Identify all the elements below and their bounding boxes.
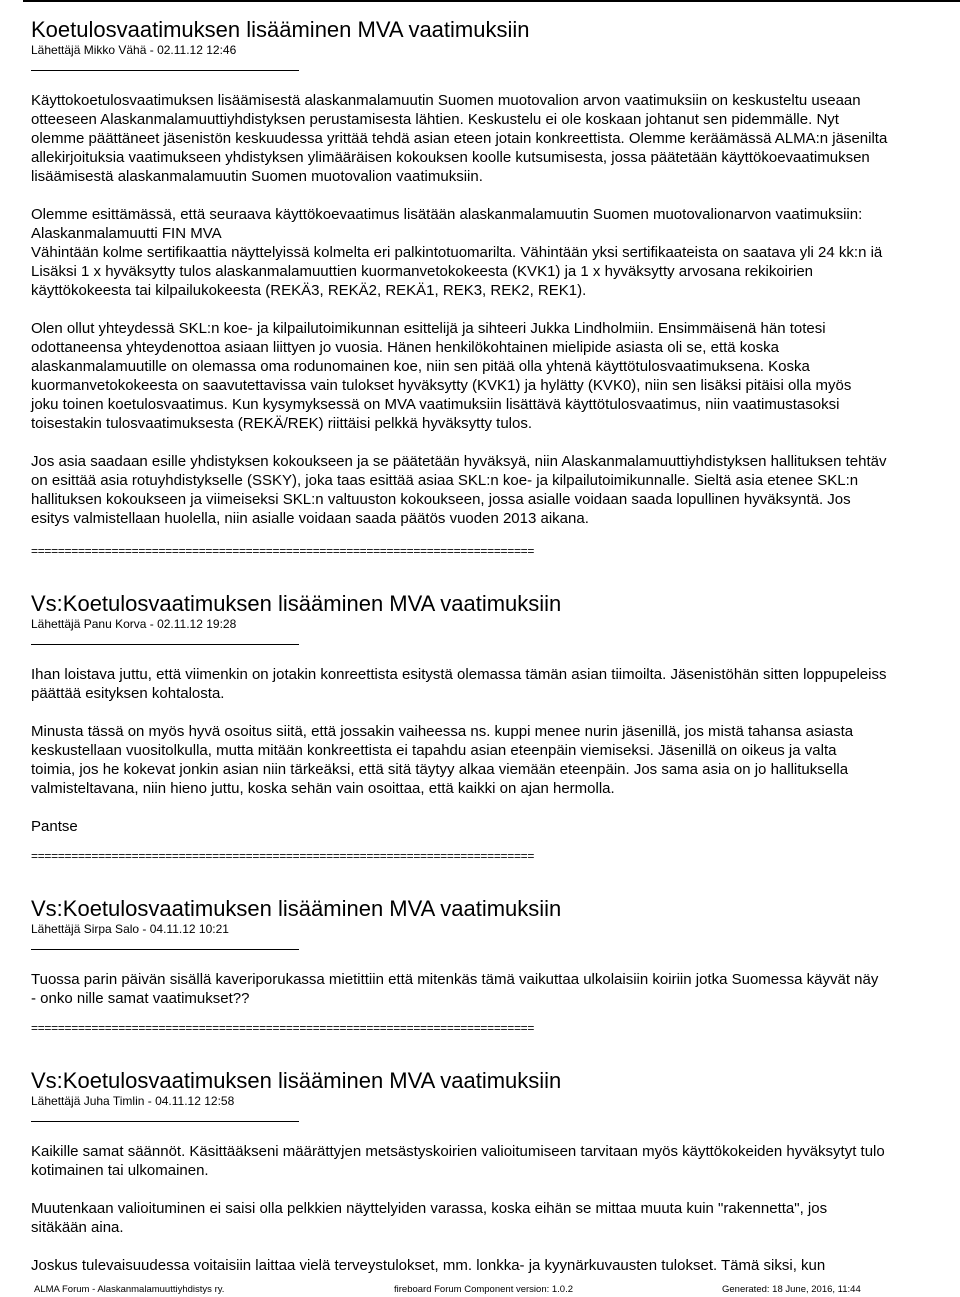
post-author-date: Lähettäjä Mikko Vähä - 02.11.12 12:46 — [31, 43, 237, 57]
body-line: Vähintään kolme sertifikaattia näyttelyissä kolmelta eri palkintotuomarilta. Vähintään yksi sertifikaateista on saatava yli 24 kk:n iä — [31, 244, 883, 261]
body-line: Joskus tulevaisuudessa voitaisiin laittaa vielä terveystulokset, mm. lonkka- ja kyynärkuvausten tulokset. Tämä siksi, kun — [31, 1257, 826, 1274]
body-line: Ihan loistava juttu, että viimenkin on jotakin konreettista esitystä olemassa tämän asian tiimoilta. Jäsenistöhän sitten loppupeleiss — [31, 666, 887, 683]
body-line: päättää esityksen kohtalosta. — [31, 685, 225, 702]
body-line: käyttökokeesta tai kilpailukokeesta (REKÄ3, REKÄ2, REKÄ1, REK3, REK2, REK1). — [31, 282, 587, 299]
body-line: Käyttokoetulosvaatimuksen lisäämisestä alaskanmalamuutin Suomen muotovalion arvon vaatimuksiin on keskusteltu useaan — [31, 92, 861, 109]
body-line: alaskanmalamuutille on olemassa oma rodunomainen koe, niin sen pitää olla yhtenä käyttötulosvaatimuksena. Koska — [31, 358, 810, 375]
meta-divider — [31, 644, 299, 645]
forum-post — [31, 895, 960, 1035]
body-line: odottaneensa yhteydenottoa asiaan liittyen jo vuosia. Hänen henkilökohtainen mielipide asiasta oli se, että koska — [31, 339, 779, 356]
body-line: toimia, jos he kokevat jonkin asian niin tärkeäksi, että sitä täytyy alkaa viemään eteenpäin. Jos sama asia on jo hallituksella — [31, 761, 849, 778]
body-line: kotimainen tai ulkomainen. — [31, 1162, 209, 1179]
post-title: Vs:Koetulosvaatimuksen lisääminen MVA vaatimuksiin — [31, 591, 562, 616]
post-body — [31, 665, 960, 836]
body-line: - onko nille samat vaatimukset?? — [31, 990, 250, 1007]
post-separator: =========================================================================== — [31, 544, 535, 558]
body-line: Lisäksi 1 x hyväksytty tulos alaskanmalamuuttien kuormanvetokokeesta (KVK1) ja 1 x hyväksytty arvosana rekikoirien — [31, 263, 814, 280]
body-line: Muutenkaan valioituminen ei saisi olla pelkkien näyttelyiden varassa, koska eihän se mittaa muuta kuin "rakennetta", jos — [31, 1200, 828, 1217]
body-line: sitäkään aina. — [31, 1219, 124, 1236]
meta-divider — [31, 70, 299, 71]
footer-site-name: ALMA Forum - Alaskanmalamuuttiyhdistys ry. — [34, 1284, 225, 1295]
forum-thread — [31, 16, 960, 1275]
post-body — [31, 1142, 960, 1275]
body-line: joku toinen koetulosvaatimus. Kun kysymyksessä on MVA vaatimuksiin lisättävä käyttötulosvaatimus, niin vaatimustasoksi — [31, 396, 840, 413]
body-line: allekirjoituksia vaatimukseen yhdistyksen ylimääräisen kokouksen koolle kutsumisesta, jossa päätetään käyttökoevaatimuksen — [31, 149, 870, 166]
body-line: kuormanvetokokeesta on saavutettavissa vain tulokset hyväksytty (KVK1) ja hylätty (KVK0), niin sen lisäksi pitäisi olla myös — [31, 377, 852, 394]
body-line: Olen ollut yhteydessä SKL:n koe- ja kilpailutoimikunnan esittelijä ja sihteeri Jukka Lindholmiin. Ensimmäisenä hän totesi — [31, 320, 826, 337]
footer-component-version: fireboard Forum Component version: 1.0.2 — [394, 1284, 574, 1295]
body-line: esitys valmistellaan huolella, niin asialle voidaan saada päätös vuoden 2013 aikana. — [31, 510, 589, 527]
footer-generated-date: Generated: 18 June, 2016, 11:44 — [722, 1284, 861, 1295]
body-line: Olemme esittämässä, että seuraava käyttökoevaatimus lisätään alaskanmalamuutin Suomen muotovalionarvon vaatimuksiin: — [31, 206, 863, 223]
post-title: Vs:Koetulosvaatimuksen lisääminen MVA vaatimuksiin — [31, 896, 562, 921]
post-separator: =========================================================================== — [31, 1021, 535, 1035]
body-line: hallituksen kokoukseen ja viimeiseksi SKL:n valtuuston kokoukseen, jossa asialle voidaan saada lopullinen hyväksyntä. Jos — [31, 491, 851, 508]
forum-post — [31, 16, 960, 558]
body-line: Tuossa parin päivän sisällä kaveriporukassa mietittiin että mitenkäs tämä vaikuttaa ulkolaisiin koiriin jotka Suomessa käyvät näy — [31, 971, 879, 988]
page-footer — [0, 1284, 960, 1297]
body-line: lisäämisestä alaskanmalamuutin Suomen muotovalion vaatimuksiin. — [31, 168, 483, 185]
post-author-date: Lähettäjä Sirpa Salo - 04.11.12 10:21 — [31, 922, 229, 936]
forum-post — [31, 590, 960, 863]
body-line: Jos asia saadaan esille yhdistyksen kokoukseen ja se päätetään hyväksyä, niin Alaskanmalamuuttiyhdistyksen hallituksen tehtäv — [31, 453, 887, 470]
post-separator: =========================================================================== — [31, 849, 535, 863]
body-line: toisestakin tulosvaatimuksesta (REKÄ/REK) riittäisi pelkkä hyväksytty tulos. — [31, 415, 533, 432]
body-line: keskustellaan vuositolkulla, mutta mitään konkreettista ei tapahdu asian eteenpäin viemiseksi. Jäsenillä on oikeus ja valta — [31, 742, 837, 759]
body-line: on esittää asia rotuyhdistykselle (SSKY), joka taas esittää asiaa SKL:n koe- ja kilpailutoimikunnalle. Sieltä asia etenee SKL:n — [31, 472, 859, 489]
post-title: Koetulosvaatimuksen lisääminen MVA vaatimuksiin — [31, 17, 530, 42]
post-author-date: Lähettäjä Panu Korva - 02.11.12 19:28 — [31, 617, 237, 631]
body-line: Kaikille samat säännöt. Käsittääkseni määrättyjen metsästyskoirien valioitumiseen tarvitaan myös käyttökokeiden hyväksytyt tulo — [31, 1143, 885, 1160]
top-rule — [23, 0, 960, 2]
body-line: olemme päättäneet jäsenistön keskuudessa yrittää tehdä asian eteen jotain konkreettista. Olemme keräämässä ALMA:n jäsenilta — [31, 130, 888, 147]
forum-post — [31, 1067, 960, 1275]
meta-divider — [31, 949, 299, 950]
body-line: otteeseen Alaskanmalamuuttiyhdistyksen perustamisesta lähtien. Keskustelu ei ole koskaan johtanut sen pidemmälle. Nyt — [31, 111, 839, 128]
body-line: Alaskanmalamuutti FIN MVA — [31, 225, 222, 242]
body-line: Pantse — [31, 818, 78, 835]
post-body — [31, 91, 960, 528]
body-line: Minusta tässä on myös hyvä osoitus siitä, että jossakin vaiheessa ns. kuppi menee nurin jäsenillä, jos mistä tahansa asiasta — [31, 723, 854, 740]
meta-divider — [31, 1121, 299, 1122]
post-title: Vs:Koetulosvaatimuksen lisääminen MVA vaatimuksiin — [31, 1068, 562, 1093]
post-author-date: Lähettäjä Juha Timlin - 04.11.12 12:58 — [31, 1094, 235, 1108]
post-body — [31, 970, 960, 1008]
body-line: valmisteltavana, niin hieno juttu, koska sehän vain osoittaa, että kaikki on ajan hermolla. — [31, 780, 615, 797]
